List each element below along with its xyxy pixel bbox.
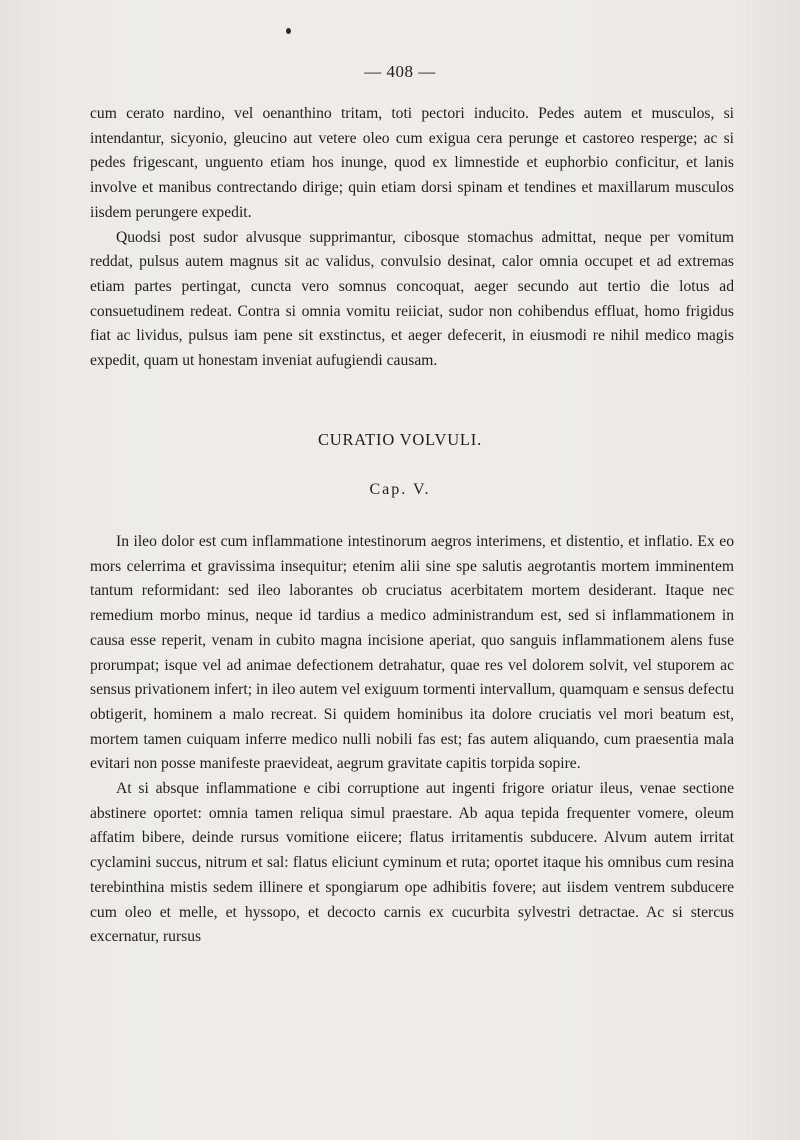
chapter-heading: Cap. V.: [369, 481, 431, 498]
section-title: CURATIO VOLVULI.: [317, 430, 483, 449]
paragraph-3: In ileo dolor est cum inflammatione intestinorum aegros interimens, et distentio, et inflatio. Ex eo mors celerrima et gravissima insequitur; etenim alii sine spe salutis aegrotantis mortem imminentem tantum reformidant: sed ileo laborantes ob cruciatus acerbitatem mortem desiderant. Itaque nec remedium morbo minus, neque id tardius a medico administrandum est, sed si inflammationem in causa esse reperit, venam in cubito magna incisione aperiat, quo sanguis inflammationem alens fuse prorumpat; isque vel ad animae defectionem detrahatur, quae res vel dolorem solvit, vel stuporem ac sensus privationem infert; in ileo autem vel exiguum tormenti intervallum, quamquam e sensus defectu obtigerit, hominem a malo recreat. Si quidem hominibus ita dolore cruciatis vel mori beatum est, mortem tamen cuiquam inferre medico nulli nobili fas est; fas autem aliquando, cum praesentia mala evitari non posse manifeste praevideat, aegrum gravitate capitis torpida sopire.: [90, 533, 734, 773]
bottom-text-block: [90, 530, 734, 950]
paragraph-2: Quodsi post sudor alvusque supprimantur, cibosque stomachus admittat, neque per vomitum reddat, pulsus autem magnus sit ac validus, convulsio desinat, calor omnia occupet et ad extremas etiam partes pertingat, cuncta vero somnus concoquat, aeger secundo aut tertio die lotus ad consuetudinem redeat. Contra si omnia vomitu reiiciat, sudor non cohibendus effluat, homo frigidus fiat ac lividus, pulsus iam pene sit exstinctus, et aeger defecerit, in eiusmodi re nihil medico magis expedit, quam ut honestam inveniat aufugiendi causam.: [90, 228, 734, 370]
top-text-block: [90, 102, 734, 374]
paragraph-4: At si absque inflammatione e cibi corruptione aut ingenti frigore oriatur ileus, venae sectione abstinere oportet: omnia tamen reliqua simul praestare. Ab aqua tepida frequenter vomere, oleum affatim bibere, deinde rursus vomitione eiicere; flatus irritamentis subducere. Alvum autem irritat cyclamini succus, nitrum et sal: flatus eliciunt cyminum et ruta; oportet itaque his omnibus cum resina terebinthina mistis sedem illinere et spongiarum ope adhibitis fovere; aut iisdem ventrem subducere cum oleo et melle, et hyssopo, et decocto carnis ex cucurbita sylvestri detractae. Ac si stercus excernatur, rursus: [90, 780, 734, 946]
ink-speck: [286, 28, 291, 34]
paragraph-1: cum cerato nardino, vel oenanthino tritam, toti pectori inducito. Pedes autem et musculos, si intendantur, sicyonio, gleucino aut vetere oleo cum exigua cera perunge et castoreo resperge; ac si pedes frigescant, unguento etiam hos inunge, quod ex limnestide et euphorbio conficitur, et lanis involve et manibus contrectando dirige; quin etiam dorsi spinam et tendines et maxillarum musculos iisdem perungere expedit.: [90, 105, 734, 221]
page-number: — 408 —: [364, 62, 436, 81]
